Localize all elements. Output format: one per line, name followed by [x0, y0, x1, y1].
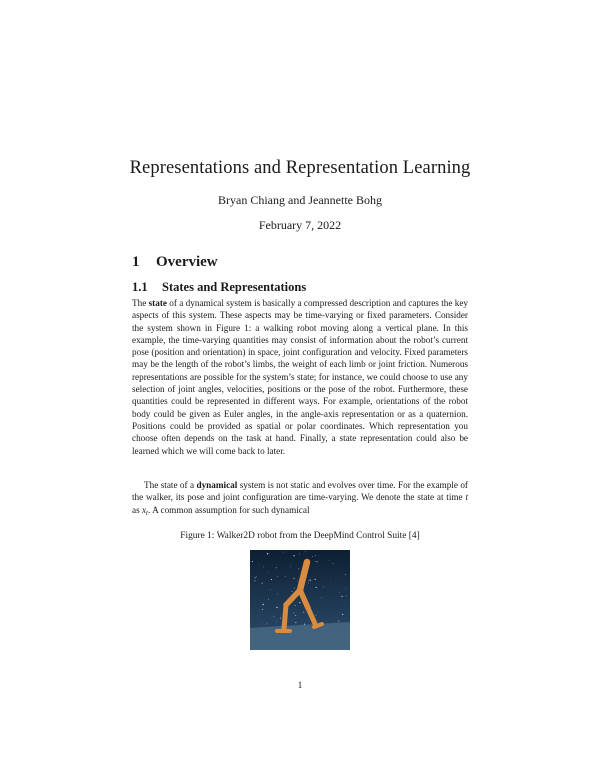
star-dot: [299, 602, 300, 603]
star-dot: [280, 618, 281, 619]
star-dot: [276, 607, 277, 608]
star-dot: [294, 588, 295, 589]
star-dot: [308, 583, 309, 584]
subsection-title: States and Representations: [162, 280, 307, 294]
paragraph1-lead: The: [132, 298, 149, 308]
star-dot: [254, 580, 255, 581]
paragraph2-lead: The state of a: [144, 480, 197, 490]
star-dot: [295, 622, 296, 623]
star-dot: [295, 605, 296, 606]
star-dot: [277, 576, 278, 577]
star-dot: [273, 616, 274, 617]
paragraph2-body-c: . A common assumption for such dynamical: [147, 504, 310, 515]
paragraph-dynamical-system: [132, 479, 468, 520]
star-dot: [333, 563, 334, 564]
star-dot: [315, 561, 316, 562]
star-dot: [321, 597, 322, 598]
star-dot: [298, 581, 299, 582]
paragraph2-body-b: as: [132, 504, 142, 515]
star-dot: [283, 552, 284, 553]
star-dot: [310, 580, 311, 581]
star-dot: [305, 551, 306, 552]
paper-date: February 7, 2022: [258, 218, 342, 232]
subsection-number: 1.1: [132, 280, 148, 294]
star-dot: [270, 589, 271, 590]
robot-left-shin: [284, 605, 286, 629]
star-dot: [308, 580, 309, 581]
star-dot: [252, 561, 253, 562]
star-dot: [315, 555, 316, 556]
star-dot: [257, 616, 258, 617]
star-dot: [298, 568, 299, 569]
star-dot: [276, 567, 277, 568]
star-dot: [317, 561, 318, 562]
star-dot: [267, 553, 268, 554]
paper-authors: Bryan Chiang and Jeannette Bohg: [218, 193, 382, 207]
page-number: 1: [297, 681, 303, 691]
star-dot: [338, 621, 339, 622]
paper-title: Representations and Representation Learning: [129, 158, 471, 178]
star-dot: [267, 623, 268, 624]
star-dot: [323, 587, 324, 588]
star-dot: [290, 566, 291, 567]
star-dot: [263, 604, 264, 605]
star-dot: [329, 560, 330, 561]
star-dot: [261, 583, 262, 584]
star-dot: [262, 609, 263, 610]
section-title: Overview: [156, 254, 218, 270]
star-dot: [256, 576, 257, 577]
section-heading: [132, 254, 218, 271]
star-dot: [315, 579, 316, 580]
star-dot: [330, 581, 331, 582]
walker-robot-figure: [250, 550, 350, 650]
star-dot: [263, 566, 264, 567]
star-dot: [295, 615, 296, 616]
star-dot: [267, 552, 268, 553]
math-x: x: [141, 504, 147, 515]
subsection-heading: [132, 280, 306, 295]
figure-caption: Figure 1: Walker2D robot from the DeepMind Control Suite [4]: [180, 531, 420, 541]
star-dot: [291, 591, 292, 592]
paragraph2-body-a: system is not static and evolves over time. For the example of the walker, its pose and joint configuration are time-varying. We denote the state at time: [132, 480, 468, 503]
star-dot: [271, 579, 272, 580]
star-dot: [312, 556, 313, 557]
star-dot: [304, 624, 305, 625]
star-dot: [293, 612, 294, 613]
star-dot: [345, 574, 346, 575]
star-dot: [346, 588, 347, 589]
star-dot: [293, 555, 294, 556]
star-dot: [316, 587, 317, 588]
term-dynamical: dynamical: [196, 480, 238, 490]
star-dot: [293, 578, 294, 579]
star-dot: [339, 592, 340, 593]
section-number: 1: [132, 254, 140, 270]
paragraph-state-definition: [132, 297, 468, 457]
star-dot: [268, 572, 269, 573]
star-dot: [255, 577, 256, 578]
star-dot: [342, 614, 343, 615]
star-dot: [346, 595, 347, 596]
robot-right-foot: [314, 624, 322, 627]
term-state: state: [148, 298, 167, 308]
star-dot: [341, 596, 342, 597]
math-x-subscript: t: [146, 509, 148, 518]
math-t: t: [465, 492, 468, 503]
star-dot: [276, 621, 277, 622]
star-dot: [277, 594, 278, 595]
star-dot: [303, 612, 304, 613]
star-dot: [285, 576, 286, 577]
star-dot: [268, 599, 269, 600]
star-dot: [299, 553, 300, 554]
paragraph1-body: of a dynamical system is basically a compressed description and captures the key aspects of this system. These aspects may be time-varying or fixed parameters. Consider the system shown in Figure 1: a walking robot moving along a vertical plane. In this example, the time-varying quantities may consist of information about the robot’s current pose (position and orientation) in space, joint configuration and velocity. Fixed parameters may be the length of the robot’s limbs, the weight of each limb or joint friction. Numerous representations are possible for the system’s state; for instance, we could choose to use any selection of joint angles, velocities, positions or the pose of the robot. Furthermore, these quantities could be represented in different ways. For example, orientations of the robot body could be given as Euler angles, in the angle-axis representation or as a quaternion. Positions could be provided as spatial or polar coordinates. Which representation you choose often depends on the task at hand. Finally, a state representation could also be learned which we will come back to later.: [132, 298, 468, 456]
star-dot: [316, 615, 317, 616]
